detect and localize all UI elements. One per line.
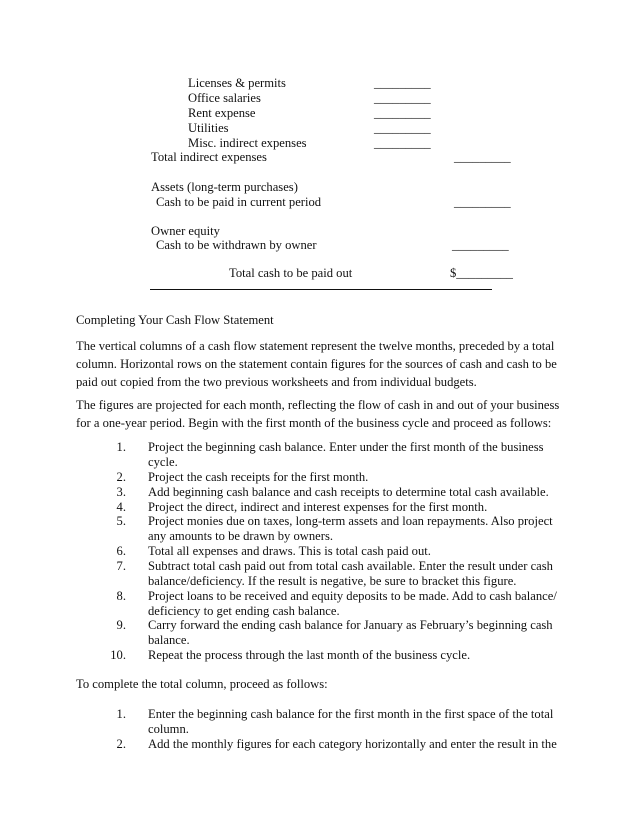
rent-expense-blank: _________ (374, 106, 431, 120)
paragraph-line: paid out copied from the two previous worksheets and from individual budgets. (76, 375, 477, 389)
step-number: 1. (116, 707, 126, 721)
paragraph-2 (76, 396, 566, 432)
misc-indirect-blank: _________ (374, 136, 431, 150)
step-text: Enter the beginning cash balance for the first month in the first space of the total (148, 707, 554, 721)
step-text: balance. (148, 633, 190, 647)
paragraph-line: The vertical columns of a cash flow statement represent the twelve months, preceded by a total (76, 339, 555, 353)
step-text: Repeat the process through the last month of the business cycle. (148, 648, 471, 662)
rent-expense-label: Rent expense (188, 106, 256, 120)
step-text: Project the cash receipts for the first month. (148, 470, 369, 484)
step-text: column. (148, 722, 189, 736)
total-indirect-label: Total indirect expenses (151, 150, 267, 164)
step-text: any amounts to be drawn by owners. (148, 529, 334, 543)
licenses-permits-label: Licenses & permits (188, 76, 286, 90)
step-number: 6. (116, 544, 126, 558)
office-salaries-blank: _________ (374, 91, 431, 105)
step-number: 1. (116, 440, 126, 454)
total-paid-out-label: Total cash to be paid out (229, 266, 353, 280)
owner-sub-label: Cash to be withdrawn by owner (156, 238, 317, 252)
section-title: Completing Your Cash Flow Statement (76, 313, 274, 327)
step-number: 10. (110, 648, 126, 662)
step-number: 3. (116, 485, 126, 499)
step-number: 5. (116, 514, 126, 528)
step-number: 7. (116, 559, 126, 573)
total-indirect-blank: _________ (454, 150, 511, 164)
licenses-permits-blank: _________ (374, 76, 431, 90)
office-salaries-label: Office salaries (188, 91, 261, 105)
step-text: balance/deficiency. If the result is negative, be sure to bracket this figure. (148, 574, 517, 588)
step-text: Total all expenses and draws. This is total cash paid out. (148, 544, 431, 558)
paragraph-1 (76, 337, 566, 391)
step-text: Add beginning cash balance and cash receipts to determine total cash available. (148, 485, 549, 499)
misc-indirect-label: Misc. indirect expenses (188, 136, 307, 150)
step-number: 8. (116, 589, 126, 603)
step-number: 2. (116, 470, 126, 484)
step-number: 4. (116, 500, 126, 514)
step-text: deficiency to get ending cash balance. (148, 604, 340, 618)
step-text: Project loans to be received and equity deposits to be made. Add to cash balance/ (148, 589, 557, 603)
step-text: Add the monthly figures for each category horizontally and enter the result in the (148, 737, 557, 751)
step-text: Project the direct, indirect and interest expenses for the first month. (148, 500, 488, 514)
utilities-blank: _________ (374, 121, 431, 135)
utilities-label: Utilities (188, 121, 229, 135)
step-text: Project monies due on taxes, long-term assets and loan repayments. Also project (148, 514, 553, 528)
worksheet-divider (150, 289, 492, 290)
step-number: 9. (116, 618, 126, 632)
paragraph-line: column. Horizontal rows on the statement contain figures for the sources of cash and cash to be (76, 357, 557, 371)
assets-heading: Assets (long-term purchases) (151, 180, 298, 194)
assets-sub-blank: _________ (454, 195, 511, 209)
step-text: Carry forward the ending cash balance for January as February’s beginning cash (148, 618, 553, 632)
step-text: Subtract total cash paid out from total cash available. Enter the result under cash (148, 559, 553, 573)
assets-sub-label: Cash to be paid in current period (156, 195, 322, 209)
step-text: Project the beginning cash balance. Enter under the first month of the business (148, 440, 544, 454)
owner-sub-blank: _________ (452, 238, 509, 252)
paragraph-line: for a one-year period. Begin with the first month of the business cycle and proceed as follows: (76, 416, 552, 430)
total-column-intro: To complete the total column, proceed as follows: (76, 677, 328, 691)
step-number: 2. (116, 737, 126, 751)
owner-equity-heading: Owner equity (151, 224, 220, 238)
step-text: cycle. (148, 455, 178, 469)
total-paid-out-blank: $_________ (450, 266, 513, 280)
paragraph-line: The figures are projected for each month, reflecting the flow of cash in and out of your business (76, 398, 560, 412)
